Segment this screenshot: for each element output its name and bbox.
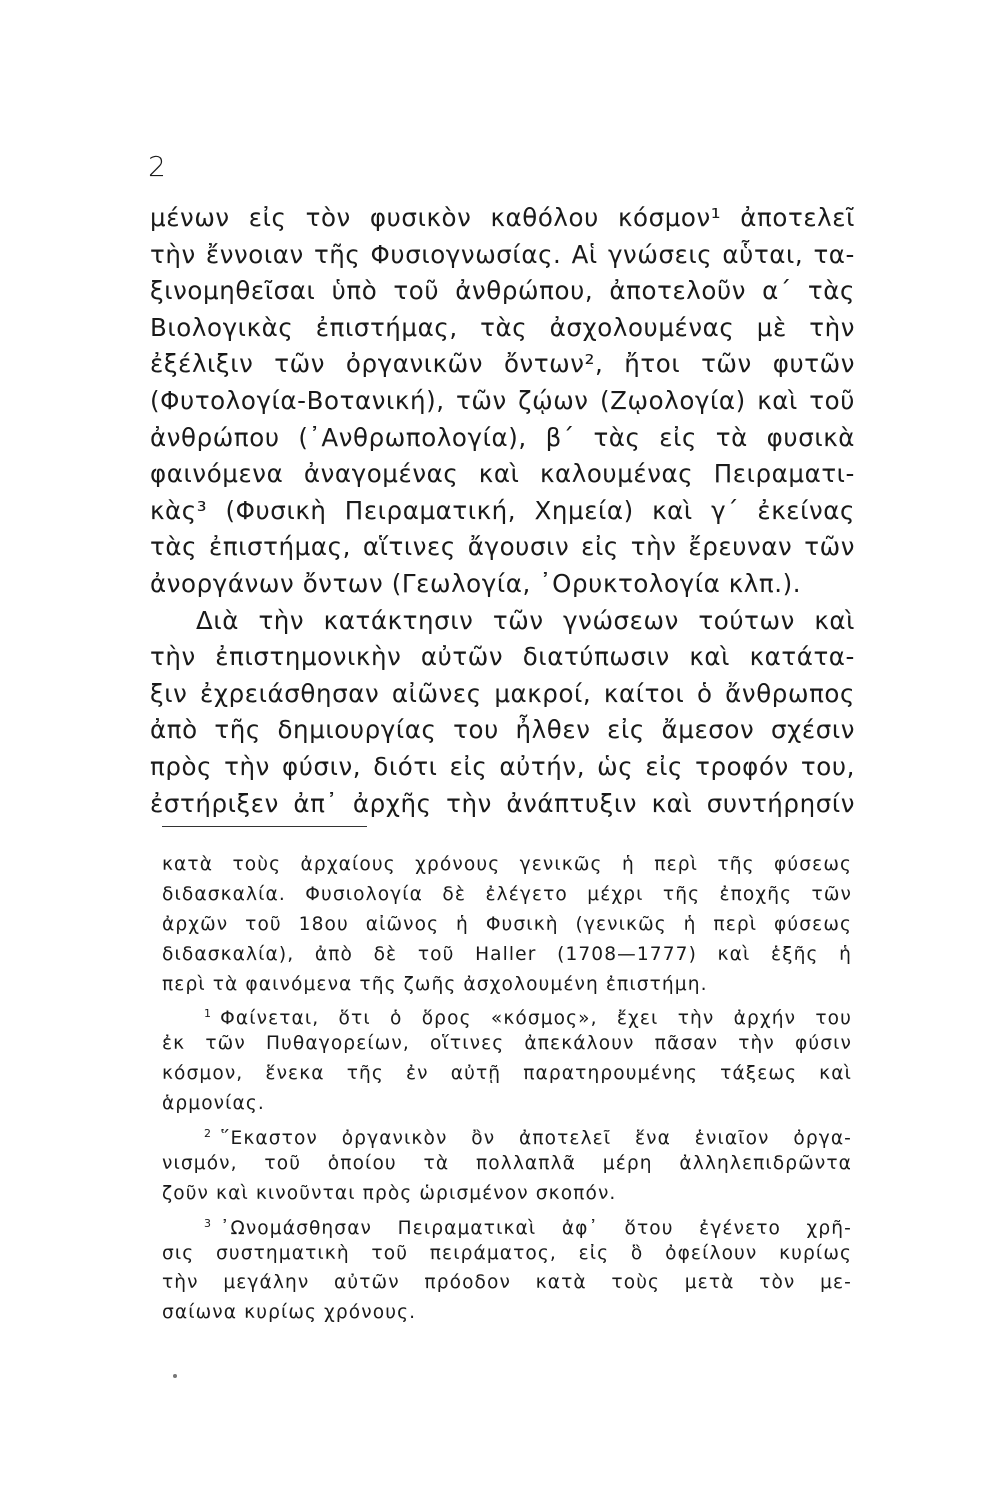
body-line: ξιν ἐχρειάσθησαν αἰῶνες μακροί, καίτοι ὁ ἄνθρωπος	[150, 678, 855, 708]
footnote-line	[162, 1119, 852, 1149]
body-line: ἐξέλιξιν τῶν ὀργανικῶν ὄντων², ἤτοι τῶν φυτῶν	[150, 349, 855, 379]
footnote-line: ἁρμονίας.	[162, 1093, 265, 1115]
main-text	[150, 200, 855, 822]
body-line: ἀπὸ τῆς δημιουργίας του ἦλθεν εἰς ἄμεσον σχέσιν	[150, 715, 855, 745]
footnote-text: Φαίνεται, ὅτι ὁ ὅρος «κόσμος», ἔχει τὴν ἀρχήν του	[220, 1008, 852, 1030]
footnote-line: ἀρχῶν τοῦ 18ου αἰῶνος ἡ Φυσικὴ (γενικῶς ἡ περὶ φύσεως	[162, 913, 852, 935]
body-line: ξινομηθεῖσαι ὑπὸ τοῦ ἀνθρώπου, ἀποτελοῦν α΄ τὰς	[150, 276, 855, 306]
body-line: πρὸς τὴν φύσιν, διότι εἰς αὐτήν, ὡς εἰς τροφόν του,	[150, 751, 855, 781]
footnotes	[162, 850, 852, 1328]
footnote-line: διδασκαλία. Φυσιολογία δὲ ἐλέγετο μέχρι τῆς ἐποχῆς τῶν	[162, 883, 852, 905]
body-line: τὰς ἐπιστήμας, αἵτινες ἄγουσιν εἰς τὴν ἔρευναν τῶν	[150, 532, 855, 562]
paper-speck	[173, 1374, 177, 1378]
footnote-marker: 2	[204, 1127, 213, 1141]
body-line: ἀνθρώπου (᾿Ανθρωπολογία), β΄ τὰς εἰς τὰ φυσικὰ	[150, 422, 855, 452]
footnote-text: ῞Εκαστον ὀργανικὸν ὂν ἀποτελεῖ ἕνα ἑνιαῖον ὀργα-	[220, 1128, 852, 1150]
body-line: (Φυτολογία-Βοτανική), τῶν ζῴων (Ζῳολογία) καὶ τοῦ	[150, 385, 855, 415]
footnote-2	[162, 1119, 852, 1209]
footnote-text: ᾿Ωνομάσθησαν Πειραματικαὶ ἀφ᾿ ὅτου ἐγένετο χρῆ-	[220, 1217, 852, 1239]
footnote-line: περὶ τὰ φαινόμενα τῆς ζωῆς ἀσχολουμένη ἐπιστήμη.	[162, 973, 708, 995]
footnote-line: ἐκ τῶν Πυθαγορείων, οἵτινες ἀπεκάλουν πᾶσαν τὴν φύσιν	[162, 1033, 852, 1055]
footnote-line: διδασκαλία), ἀπὸ δὲ τοῦ Haller (1708—1777) καὶ ἑξῆς ἡ	[162, 943, 852, 965]
footnote-line: σαίωνα κυρίως χρόνους.	[162, 1302, 417, 1324]
body-line: κὰς³ (Φυσικὴ Πειραματική, Χημεία) καὶ γ΄ ἐκείνας	[150, 495, 855, 525]
footnote-line	[162, 1209, 852, 1239]
footnote-marker: 1	[204, 1007, 213, 1021]
body-line: ἀνοργάνων ὄντων (Γεωλογία, ᾿Ορυκτολογία κλπ.).	[150, 568, 802, 598]
footnote-line: τὴν μεγάλην αὐτῶν πρόοδον κατὰ τοὺς μετὰ τὸν με-	[162, 1272, 852, 1294]
paragraph-start-line: Διὰ τὴν κατάκτησιν τῶν γνώσεων τούτων καὶ	[196, 605, 855, 635]
footnote-3	[162, 1209, 852, 1329]
body-line: τὴν ἔννοιαν τῆς Φυσιογνωσίας. Αἱ γνώσεις αὗται, τα-	[150, 239, 855, 269]
body-line: μένων εἰς τὸν φυσικὸν καθόλου κόσμον¹ ἀποτελεῖ	[150, 203, 855, 232]
footnote-line: κατὰ τοὺς ἀρχαίους χρόνους γενικῶς ἡ περὶ τῆς φύσεως	[162, 854, 852, 875]
footnote-line	[162, 999, 852, 1029]
footnote-divider	[162, 826, 367, 827]
footnote-marker: 3	[204, 1216, 213, 1230]
footnote-line: νισμόν, τοῦ ὁποίου τὰ πολλαπλᾶ μέρη ἀλληλεπιδρῶντα	[162, 1152, 852, 1174]
body-line: ἐστήριξεν ἀπ᾿ ἀρχῆς τὴν ἀνάπτυξιν καὶ συντήρησίν	[150, 788, 855, 818]
page-number: 2	[148, 150, 167, 183]
footnote-line: σις συστηματικὴ τοῦ πειράματος, εἰς ὃ ὀφείλουν κυρίως	[162, 1242, 852, 1264]
footnote-line: ζοῦν καὶ κινοῦνται πρὸς ὡρισμένον σκοπόν.	[162, 1182, 617, 1204]
footnote-1	[162, 999, 852, 1119]
body-line: φαινόμενα ἀναγομένας καὶ καλουμένας Πειραματι-	[150, 459, 855, 489]
footnote-line: κόσμον, ἕνεκα τῆς ἐν αὐτῇ παρατηρουμένης τάξεως καὶ	[162, 1063, 852, 1085]
footnote-continuation	[162, 850, 852, 999]
body-line: τὴν ἐπιστημονικὴν αὐτῶν διατύπωσιν καὶ κατάτα-	[150, 642, 855, 672]
body-line: Βιολογικὰς ἐπιστήμας, τὰς ἀσχολουμένας μὲ τὴν	[150, 312, 855, 342]
